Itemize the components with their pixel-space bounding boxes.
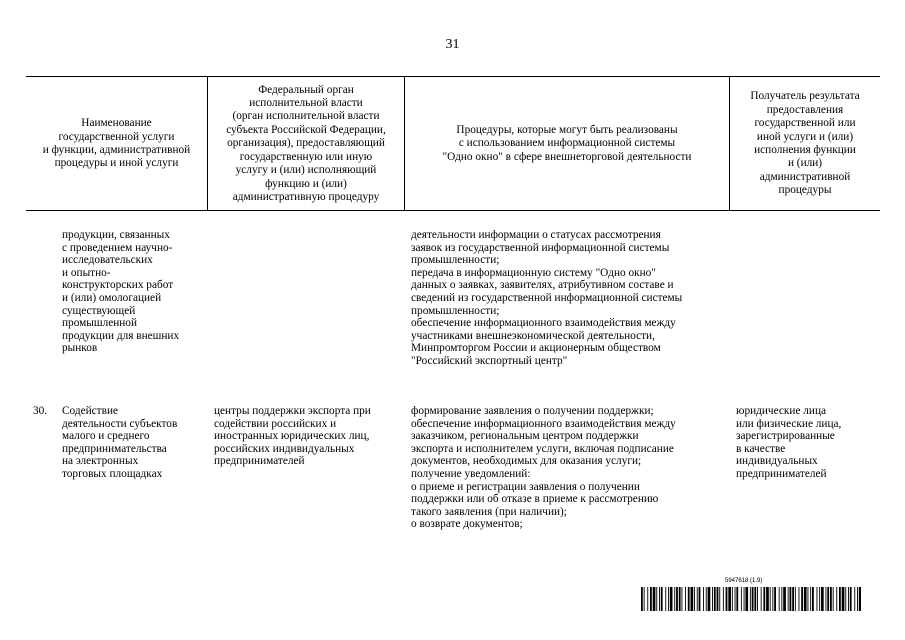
row-30-recipient: юридические лица или физические лица, зарегистрированные в качестве индивидуальных предпринимателей [736, 405, 842, 480]
barcode-image [641, 587, 861, 611]
row-continued-name: продукции, связанных с проведением научно- исследовательских и опытно- конструкторских работ и (или) омологацией существующей промышленной продукции для внешних рынков [62, 229, 180, 355]
row-continued-procedures: деятельности информации о статусах рассмотрения заявок из государственной информационной системы промышленности; передача в информационную систему "Одно окно" данных о заявках, заявителях, атрибутивном составе и сведений из государственной информационной системы промышленности; обеспечение информационного взаимодействия между участниками внешнеэкономической деятельности, Минпромторгом России и акционерным обществом "Российский экспортный центр" [411, 229, 683, 367]
row-30-authority: центры поддержки экспорта при содействии российских и иностранных юридических лиц, российских индивидуальных предпринимателей [214, 405, 371, 468]
row-number: 30. [33, 405, 48, 417]
header-procedures: Процедуры, которые могут быть реализованы с использованием информационной системы "Одно окно" в сфере внешнеторговой деятельности [442, 123, 692, 163]
row-30-name: Содействие деятельности субъектов малого и среднего предпринимательства на электронных торговых площадках [62, 405, 178, 480]
header-authority: Федеральный орган исполнительной власти (орган исполнительной власти субъекта Российской Федерации, организация), предоставляющий государственную или иную услугу и (или) исполняющий функцию и (или) административную процедуру [226, 83, 386, 203]
row-30-procedures: формирование заявления о получении поддержки; обеспечение информационного взаимодействия между заказчиком, региональным центром поддержки экспорта и исполнителем услуги, включая подписание документов, необходимых для оказания услуги; получение уведомлений: о приеме и регистрации заявления о получении поддержки или об отказе в приеме к рассмотрению такого заявления (при наличии); о возврате документов; [411, 405, 676, 531]
header-recipient: Получатель результата предоставления государственной или иной услуги и (или) исполнения функции и (или) административной процедуры [750, 90, 860, 197]
page-number: 31 [445, 37, 460, 52]
barcode-caption: 5947618 (1.9) [725, 578, 763, 584]
header-service-name: Наименование государственной услуги и функции, административной процедуры и иной услуги [42, 117, 191, 170]
